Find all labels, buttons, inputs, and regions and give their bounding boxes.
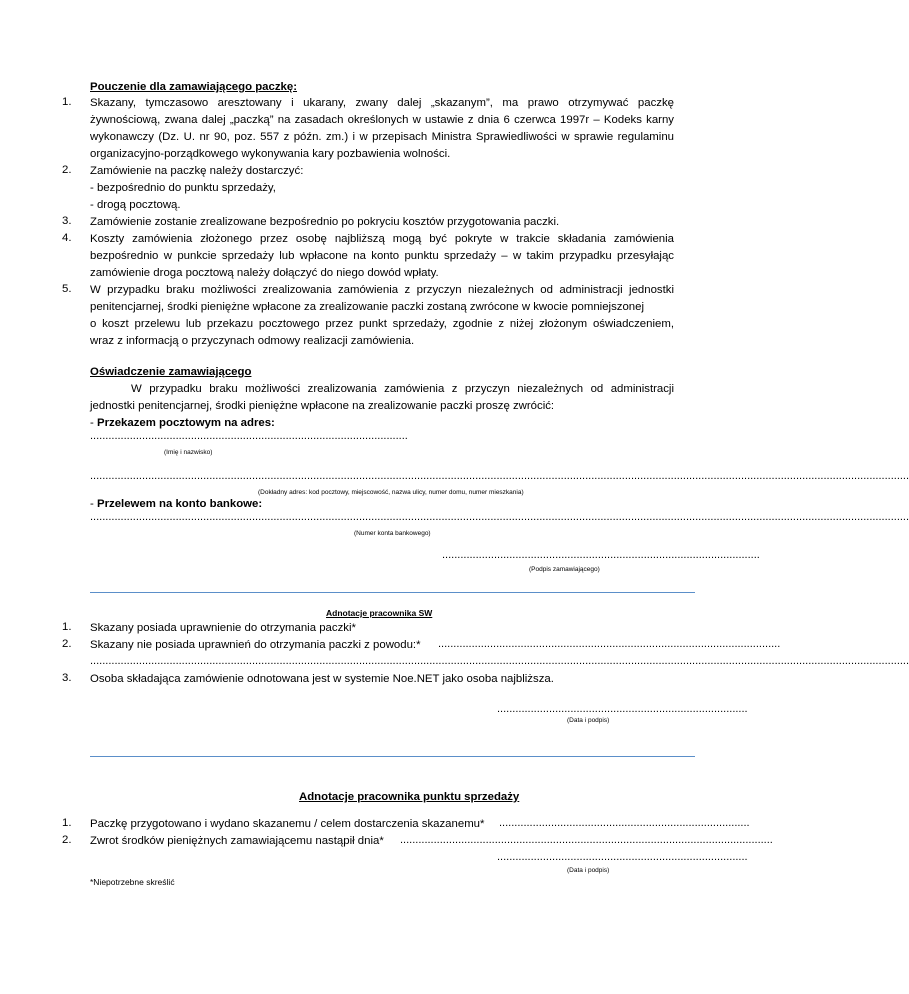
- instruction-line: W przypadku braku możliwości zrealizowania zamówienia z przyczyn niezależnych od administracji jednostki: [90, 284, 674, 296]
- sales-item-1: Paczkę przygotowano i wydano skazanemu / celem dostarczenia skazanemu*: [90, 818, 485, 830]
- instruction-line: zamówienie droga pocztową należy dołączyć do niego dowód wpłaty.: [90, 267, 439, 279]
- item-number: 3.: [62, 215, 72, 227]
- instruction-line: - drogą pocztową.: [90, 199, 181, 211]
- instruction-line: - bezpośrednio do punktu sprzedaży,: [90, 182, 276, 194]
- declaration-heading: Oświadczenie zamawiającego: [90, 366, 252, 378]
- instructions-heading: Pouczenie dla zamawiającego paczkę:: [90, 81, 298, 93]
- name-caption: (Imię i nazwisko): [164, 449, 213, 456]
- sales-item-2: Zwrot środków pieniężnych zamawiającemu nastąpił dnia*: [90, 835, 384, 847]
- footnote: *Niepotrzebne skreślić: [90, 877, 175, 887]
- section-divider: [90, 756, 695, 757]
- bank-option: [90, 497, 262, 512]
- bank-prefix: -: [90, 498, 97, 510]
- item-number: 4.: [62, 232, 72, 244]
- address-caption: (Dokładny adres: kod pocztowy, miejscowość, nazwa ulicy, numer domu, numer mieszkania): [258, 489, 524, 496]
- sw-date-field[interactable]: ..................................................................................: [497, 703, 748, 715]
- name-field[interactable]: ........................................................................................................: [90, 430, 408, 442]
- signature-caption: (Podpis zamawiającego): [529, 566, 600, 573]
- reason-field[interactable]: ................................................................................................................: [438, 638, 781, 650]
- sales-date-caption: (Data i podpis): [567, 867, 610, 874]
- instruction-line: Skazany, tymczasowo aresztowany i ukarany, zwany dalej „skazanym”, ma prawo otrzymywać paczkę: [90, 97, 674, 109]
- sales-heading: Adnotacje pracownika punktu sprzedaży: [299, 791, 520, 803]
- section-divider: [90, 592, 695, 593]
- item-number: 2.: [62, 164, 72, 176]
- sw-item-3: Osoba składająca zamówienie odnotowana jest w systemie Noe.NET jako osoba najbliższa.: [90, 673, 554, 685]
- declaration-paragraph: W przypadku braku możliwości zrealizowania zamówienia z przyczyn niezależnych od administracji: [131, 383, 674, 395]
- postal-prefix: -: [90, 417, 97, 429]
- sw-item-2: Skazany nie posiada uprawnień do otrzymania paczki z powodu:*: [90, 639, 421, 651]
- instruction-line: Koszty zamówienia złożonego przez osobę najbliższą mogą być pokryte w trakcie składania zamówienia: [90, 233, 674, 245]
- instruction-line: wraz z informacją o przyczynach odmowy realizacji zamówienia.: [90, 335, 415, 347]
- item-number: 1.: [62, 96, 72, 108]
- bank-label: Przelewem na konto bankowe:: [96, 498, 263, 510]
- instruction-line: bezpośrednio w punkcie sprzedaży lub wpłacone na konto punktu sprzedaży – w takim przypadku przesyłając: [90, 250, 674, 262]
- postal-label: Przekazem pocztowym na adres:: [96, 417, 275, 429]
- signature-field[interactable]: ........................................................................................................: [442, 549, 760, 561]
- declaration-paragraph: jednostki penitencjarnej, środki pieniężne wpłacone na zrealizowanie paczki proszę zwrócić:: [90, 400, 555, 412]
- instruction-line: wykonawczy (Dz. U. nr 90, poz. 557 z późn. zm.) i w przepisach Ministra Sprawiedliwości w sprawie regulaminu: [90, 131, 674, 143]
- postal-option: [90, 416, 275, 431]
- reason-field-line2[interactable]: ............................................................................................................................................................................................................................................................................: [90, 655, 909, 667]
- instruction-line: organizacyjno-porządkowego wykonywania kary pozbawienia wolności.: [90, 148, 451, 160]
- instruction-line: penitencjarnej, środki pieniężne wpłacone za zrealizowanie paczki zostaną zwrócone w kwocie pomniejszonej: [90, 301, 645, 313]
- sales-field-1[interactable]: ..................................................................................: [499, 817, 750, 829]
- instruction-line: Zamówienie zostanie zrealizowane bezpośrednio po pokryciu kosztów przygotowania paczki.: [90, 216, 560, 228]
- instruction-line: Zamówienie na paczkę należy dostarczyć:: [90, 165, 304, 177]
- instruction-line: żywnościową, zwana dalej „paczką” na zasadach określonych w ustawie z dnia 6 czerwca 1997r – Kodeks karny: [90, 114, 674, 126]
- sw-heading: Adnotacje pracownika SW: [326, 608, 433, 618]
- item-number: 5.: [62, 283, 72, 295]
- address-field[interactable]: ............................................................................................................................................................................................................................................................................: [90, 470, 909, 482]
- sales-date-field[interactable]: ..................................................................................: [497, 851, 748, 863]
- account-caption: (Numer konta bankowego): [354, 530, 431, 537]
- sw-date-caption: (Data i podpis): [567, 717, 610, 724]
- sw-item-1: Skazany posiada uprawnienie do otrzymania paczki*: [90, 622, 356, 634]
- account-field[interactable]: ............................................................................................................................................................................................................................................................................: [90, 511, 909, 523]
- instruction-line: o koszt przelewu lub przekazu pocztowego przez punkt sprzedaży, zgodnie z niżej złożonym oświadczeniem,: [90, 318, 674, 330]
- sales-field-2[interactable]: ..........................................................................................................................: [400, 834, 773, 846]
